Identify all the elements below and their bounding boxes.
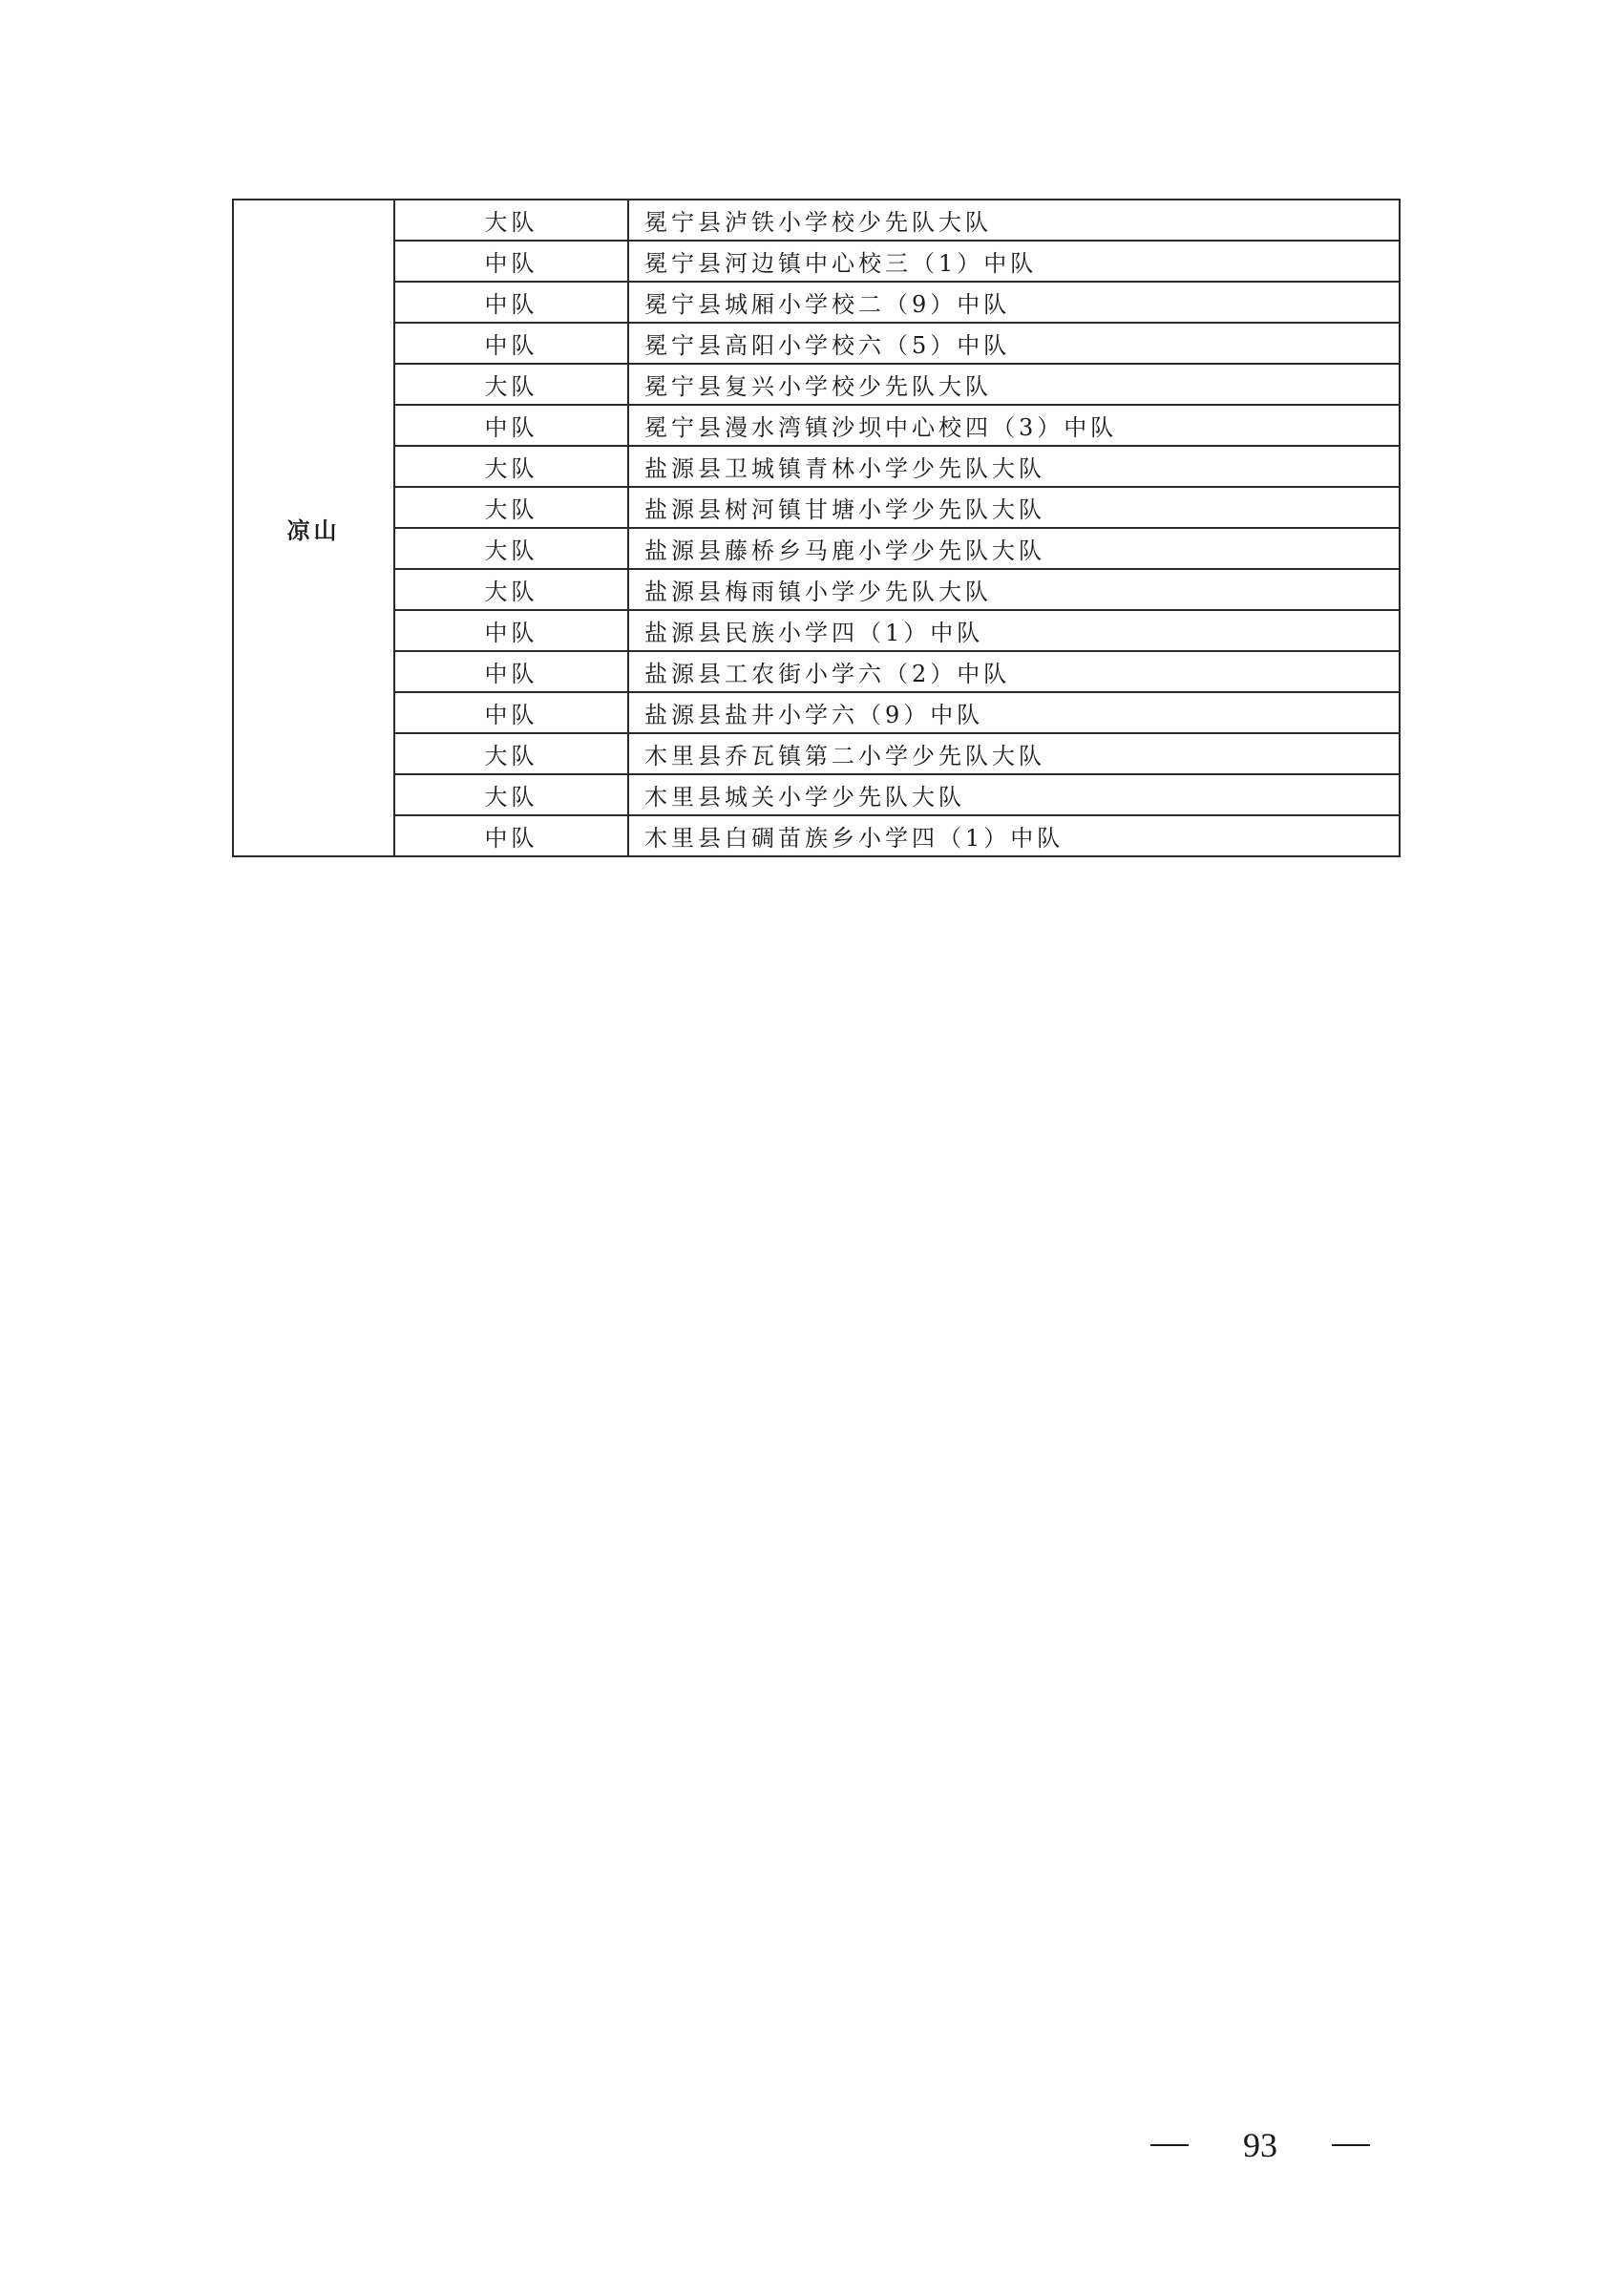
unit-name-cell: 冕宁县城厢小学校二（9）中队 [628, 282, 1400, 323]
unit-name-cell: 冕宁县河边镇中心校三（1）中队 [628, 241, 1400, 282]
table-row [233, 651, 1400, 692]
unit-type-cell: 大队 [394, 569, 628, 610]
unit-type-cell: 大队 [394, 446, 628, 487]
honor-list-table [232, 199, 1401, 857]
right-dash [1332, 2144, 1370, 2146]
table-row [233, 733, 1400, 774]
page-footer [1150, 2125, 1370, 2165]
region-cell: 凉山 [233, 200, 394, 856]
table-row [233, 815, 1400, 856]
unit-type-cell: 中队 [394, 651, 628, 692]
unit-name-cell: 冕宁县复兴小学校少先队大队 [628, 364, 1400, 405]
table-row [233, 241, 1400, 282]
table-row [233, 487, 1400, 528]
unit-type-cell: 中队 [394, 323, 628, 364]
unit-name-cell: 冕宁县泸铁小学校少先队大队 [628, 200, 1400, 241]
unit-type-cell: 中队 [394, 815, 628, 856]
unit-name-cell: 盐源县民族小学四（1）中队 [628, 610, 1400, 651]
unit-type-cell: 大队 [394, 487, 628, 528]
unit-name-cell: 木里县城关小学少先队大队 [628, 774, 1400, 815]
left-dash [1150, 2144, 1189, 2146]
table-row [233, 446, 1400, 487]
unit-name-cell: 盐源县树河镇甘塘小学少先队大队 [628, 487, 1400, 528]
table-row [233, 774, 1400, 815]
unit-type-cell: 中队 [394, 405, 628, 446]
unit-name-cell: 盐源县卫城镇青林小学少先队大队 [628, 446, 1400, 487]
unit-name-cell: 盐源县梅雨镇小学少先队大队 [628, 569, 1400, 610]
unit-name-cell: 木里县白碉苗族乡小学四（1）中队 [628, 815, 1400, 856]
page-number: 93 [1243, 2126, 1277, 2164]
unit-type-cell: 大队 [394, 364, 628, 405]
table-row [233, 569, 1400, 610]
unit-type-cell: 中队 [394, 241, 628, 282]
table-row [233, 692, 1400, 733]
table-row [233, 528, 1400, 569]
unit-name-cell: 冕宁县漫水湾镇沙坝中心校四（3）中队 [628, 405, 1400, 446]
unit-type-cell: 大队 [394, 733, 628, 774]
unit-type-cell: 中队 [394, 610, 628, 651]
unit-type-cell: 中队 [394, 692, 628, 733]
table-row [233, 610, 1400, 651]
unit-name-cell: 盐源县工农街小学六（2）中队 [628, 651, 1400, 692]
table-row [233, 405, 1400, 446]
unit-name-cell: 盐源县藤桥乡马鹿小学少先队大队 [628, 528, 1400, 569]
unit-name-cell: 盐源县盐井小学六（9）中队 [628, 692, 1400, 733]
table-row [233, 364, 1400, 405]
unit-type-cell: 大队 [394, 528, 628, 569]
table-row [233, 323, 1400, 364]
table-body [233, 200, 1400, 856]
unit-type-cell: 中队 [394, 282, 628, 323]
unit-name-cell: 冕宁县高阳小学校六（5）中队 [628, 323, 1400, 364]
unit-type-cell: 大队 [394, 774, 628, 815]
table-row [233, 282, 1400, 323]
unit-type-cell: 大队 [394, 200, 628, 241]
unit-name-cell: 木里县乔瓦镇第二小学少先队大队 [628, 733, 1400, 774]
table-row [233, 200, 1400, 241]
